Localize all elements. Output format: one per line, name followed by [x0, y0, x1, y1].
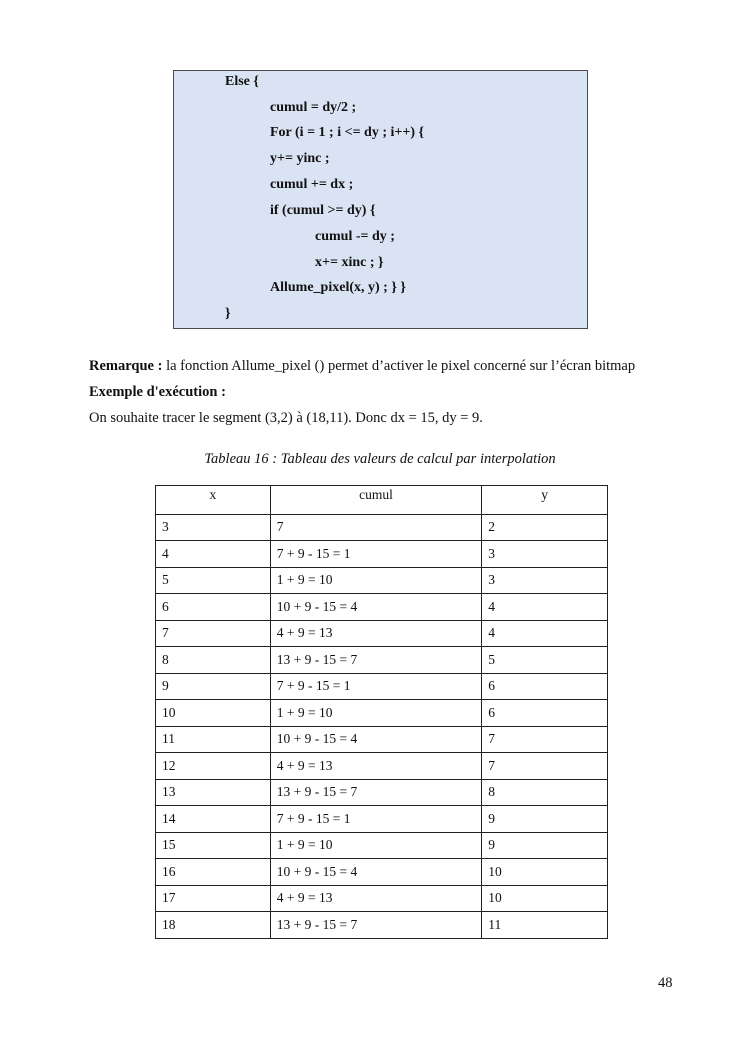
cell-y: 6: [482, 673, 608, 700]
code-line: }: [225, 306, 231, 321]
cell-cumul: 10 + 9 - 15 = 4: [270, 594, 482, 621]
cell-cumul: 7 + 9 - 15 = 1: [270, 806, 482, 833]
cell-cumul: 13 + 9 - 15 = 7: [270, 779, 482, 806]
cell-y: 7: [482, 753, 608, 780]
column-header-y: y: [482, 486, 608, 515]
table-caption: Tableau 16 : Tableau des valeurs de calcul par interpolation: [204, 451, 556, 467]
cell-cumul: 10 + 9 - 15 = 4: [270, 726, 482, 753]
table-row: [156, 859, 608, 886]
cell-y: 3: [482, 541, 608, 568]
cell-x: 4: [156, 541, 271, 568]
table-row: [156, 726, 608, 753]
cell-x: 5: [156, 567, 271, 594]
table-row: [156, 806, 608, 833]
code-line: cumul = dy/2 ;: [270, 100, 357, 115]
cell-cumul: 7 + 9 - 15 = 1: [270, 673, 482, 700]
table-row: [156, 514, 608, 541]
cell-x: 11: [156, 726, 271, 753]
cell-x: 18: [156, 912, 271, 939]
table-header-row: [156, 486, 608, 515]
cell-cumul: 7: [270, 514, 482, 541]
cell-x: 6: [156, 594, 271, 621]
code-block: [173, 70, 588, 329]
cell-y: 11: [482, 912, 608, 939]
cell-cumul: 1 + 9 = 10: [270, 567, 482, 594]
cell-cumul: 10 + 9 - 15 = 4: [270, 859, 482, 886]
cell-y: 6: [482, 700, 608, 727]
code-line: Allume_pixel(x, y) ; } }: [270, 280, 406, 295]
cell-y: 10: [482, 859, 608, 886]
remark-paragraph: [89, 357, 635, 375]
cell-cumul: 1 + 9 = 10: [270, 700, 482, 727]
code-line: y+= yinc ;: [270, 151, 330, 166]
column-header-x: x: [156, 486, 271, 515]
cell-x: 7: [156, 620, 271, 647]
cell-y: 5: [482, 647, 608, 674]
table-row: [156, 567, 608, 594]
code-line: cumul -= dy ;: [315, 229, 395, 244]
cell-x: 3: [156, 514, 271, 541]
cell-y: 7: [482, 726, 608, 753]
cell-x: 17: [156, 885, 271, 912]
cell-x: 13: [156, 779, 271, 806]
cell-y: 3: [482, 567, 608, 594]
table-row: [156, 885, 608, 912]
cell-y: 4: [482, 620, 608, 647]
cell-cumul: 7 + 9 - 15 = 1: [270, 541, 482, 568]
cell-cumul: 1 + 9 = 10: [270, 832, 482, 859]
remark-label: Remarque :: [89, 358, 163, 374]
cell-cumul: 13 + 9 - 15 = 7: [270, 912, 482, 939]
table-row: [156, 832, 608, 859]
code-line: For (i = 1 ; i <= dy ; i++) {: [270, 125, 425, 140]
example-heading: Exemple d'exécution :: [89, 384, 226, 400]
code-line: Else {: [225, 74, 259, 89]
table-row: [156, 700, 608, 727]
cell-cumul: 4 + 9 = 13: [270, 753, 482, 780]
table-row: [156, 912, 608, 939]
cell-cumul: 4 + 9 = 13: [270, 885, 482, 912]
column-header-cumul: cumul: [270, 486, 482, 515]
table-row: [156, 594, 608, 621]
remark-text: la fonction Allume_pixel () permet d’activer le pixel concerné sur l’écran bitmap: [162, 358, 636, 374]
table-row: [156, 673, 608, 700]
cell-y: 4: [482, 594, 608, 621]
cell-x: 14: [156, 806, 271, 833]
table-row: [156, 620, 608, 647]
cell-cumul: 4 + 9 = 13: [270, 620, 482, 647]
cell-x: 16: [156, 859, 271, 886]
segment-sentence: On souhaite tracer le segment (3,2) à (18,11). Donc dx = 15, dy = 9.: [89, 410, 483, 426]
page-number: 48: [658, 975, 673, 991]
interpolation-table: [155, 485, 608, 939]
cell-x: 10: [156, 700, 271, 727]
cell-y: 10: [482, 885, 608, 912]
code-line: x+= xinc ; }: [315, 255, 384, 270]
table-row: [156, 541, 608, 568]
cell-cumul: 13 + 9 - 15 = 7: [270, 647, 482, 674]
code-line: cumul += dx ;: [270, 177, 354, 192]
code-line: if (cumul >= dy) {: [270, 203, 376, 218]
cell-y: 8: [482, 779, 608, 806]
cell-x: 12: [156, 753, 271, 780]
cell-y: 2: [482, 514, 608, 541]
cell-y: 9: [482, 832, 608, 859]
table-row: [156, 753, 608, 780]
cell-x: 15: [156, 832, 271, 859]
table-row: [156, 647, 608, 674]
cell-x: 9: [156, 673, 271, 700]
cell-x: 8: [156, 647, 271, 674]
table-row: [156, 779, 608, 806]
cell-y: 9: [482, 806, 608, 833]
